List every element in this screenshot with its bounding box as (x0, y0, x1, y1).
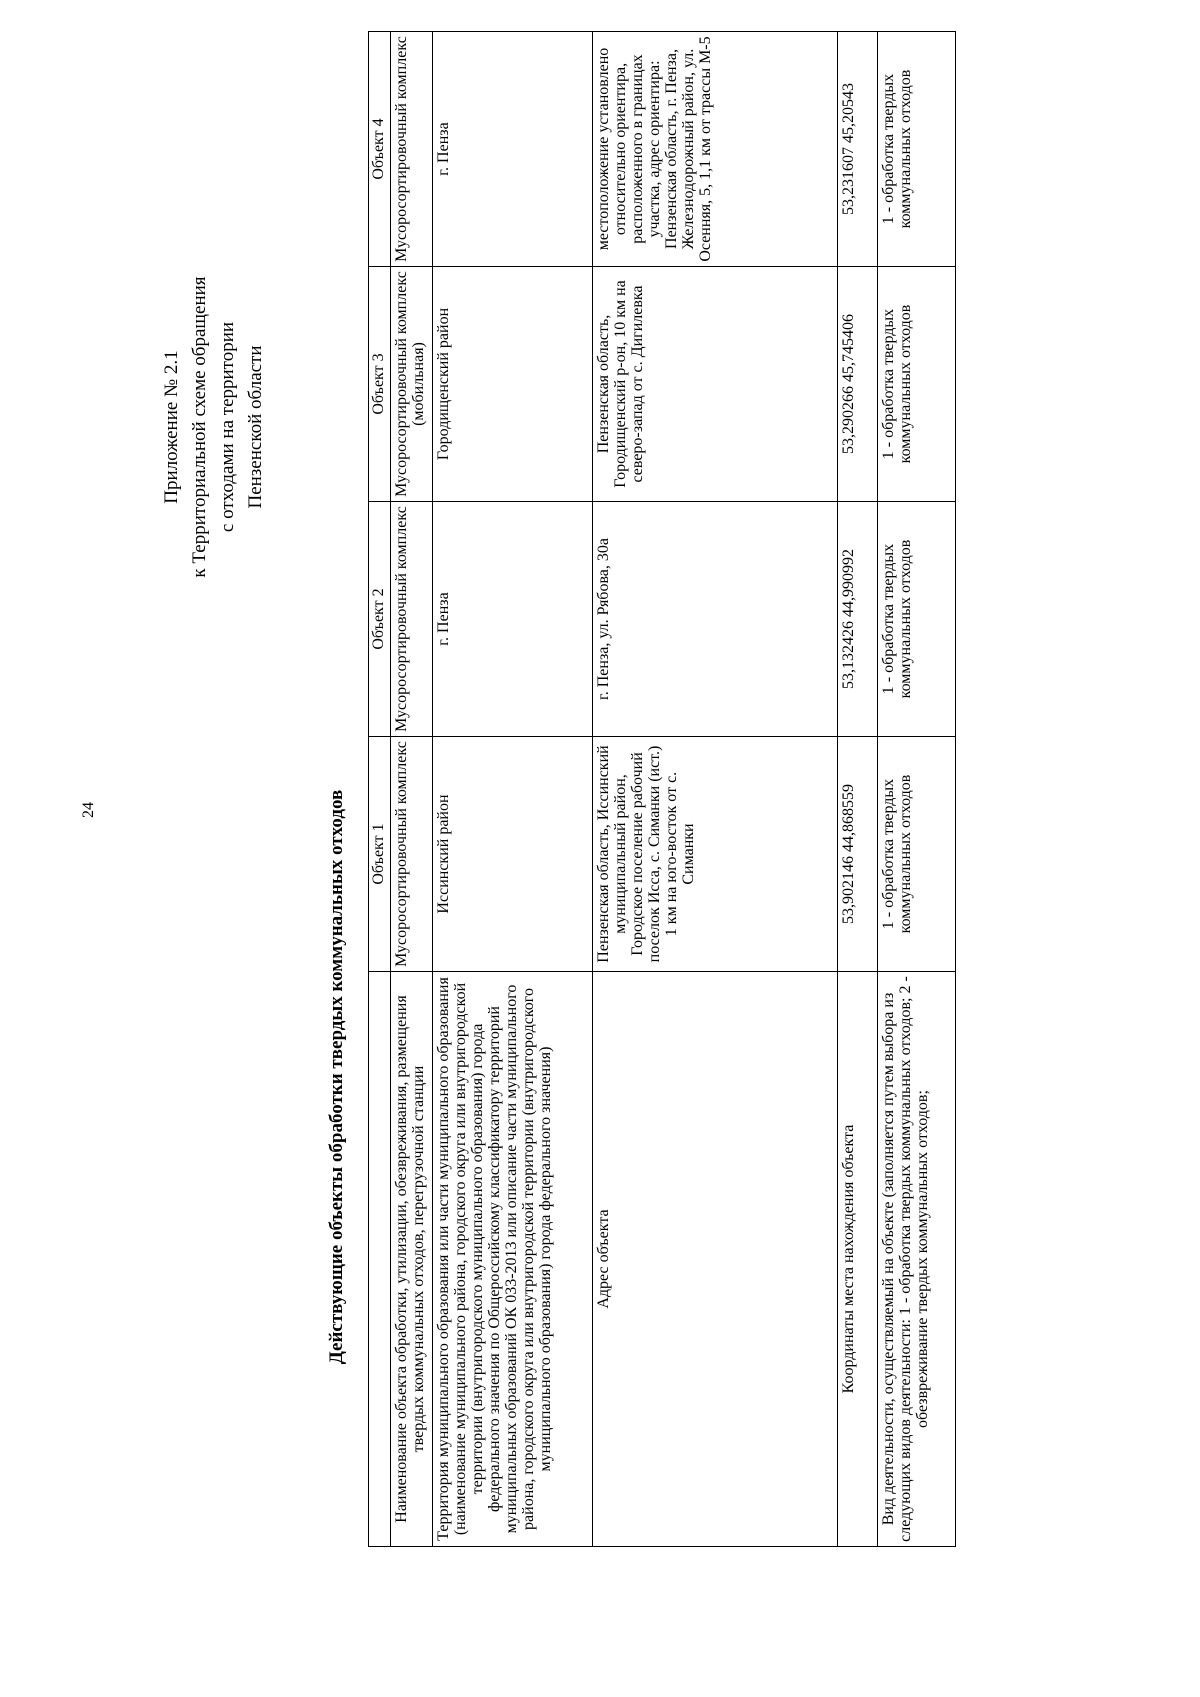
table-cell: Пензенская область, Иссинский муниципальный район, Городское поселение рабочий поселок Исса, с. Симанки (ист.) 1 км на юго-восток от с. Симанки (593, 737, 838, 972)
row-label: Наименование объекта обработки, утилизации, обезвреживания, размещения твердых коммунальных отходов, перегрузочной станции (391, 972, 433, 1547)
table-cell: Пензенская область, Городищенский р-он, 10 км на северо-запад от с. Дигилевка (593, 267, 838, 502)
table-cell: г. Пенза (433, 502, 593, 737)
header-cell: Объект 2 (369, 502, 391, 737)
table-cell: г. Пенза, ул. Рябова, 30а (593, 502, 838, 737)
row-label: Территория муниципального образования или части муниципального образования (наименование муниципального района, городского округа или внутригородской территории (внутригородского муниципального образования) города федерального значения по Общероссийскому классификатору территорий муниципальных образований ОК 033-2013 или описание части муниципального района, городского округа или внутригородской территории (внутригородского муниципального образования) города федерального значения) (433, 972, 593, 1547)
appendix-line: Приложение № 2.1 (161, 350, 182, 504)
appendix-caption (158, 177, 270, 677)
table-cell: Мусоросортировочный комплекс (391, 502, 433, 737)
objects-table (368, 31, 956, 1547)
table-cell: г. Пенза (433, 32, 593, 267)
table-cell: местоположение установлено относительно ориентира, расположенного в границах участка, адрес ориентира: Пензенская область, г. Пенза, Железнодорожный район, ул. Осенняя, 5, 1,1 км от трассы М-5 (593, 32, 838, 267)
appendix-line: с отходами на территории (217, 321, 238, 533)
header-cell: Объект 1 (369, 737, 391, 972)
table-cell: 1 - обработка твердых коммунальных отходов (878, 267, 956, 502)
table-cell: Мусоросортировочный комплекс (391, 32, 433, 267)
table-cell: Мусоросортировочный комплекс (мобильная) (391, 267, 433, 502)
row-label: Адрес объекта (593, 972, 838, 1547)
document-title: Действующие объекты обработки твердых коммунальных отходов (326, 789, 347, 1365)
row-label: Вид деятельности, осуществляемый на объекте (заполняется путем выбора из следующих видов деятельности: 1 - обработка твердых коммунальных отходов; 2 - обезвреживание твердых коммунальных отходов; (878, 972, 956, 1547)
table-row (391, 32, 433, 1547)
table-row (593, 32, 838, 1547)
appendix-line: к Территориальной схеме обращения (189, 276, 210, 578)
page-number: 24 (80, 802, 97, 818)
table-cell: 1 - обработка твердых коммунальных отходов (878, 502, 956, 737)
table-cell: Городищенский район (433, 267, 593, 502)
table-cell: 53,132426 44,990992 (838, 502, 878, 737)
table-row (838, 32, 878, 1547)
header-cell: Объект 3 (369, 267, 391, 502)
table-cell: 1 - обработка твердых коммунальных отходов (878, 32, 956, 267)
row-label: Координаты места нахождения объекта (838, 972, 878, 1547)
table-row (878, 32, 956, 1547)
header-cell: Объект 4 (369, 32, 391, 267)
appendix-line: Пензенской области (245, 345, 266, 509)
table-cell: 1 - обработка твердых коммунальных отходов (878, 737, 956, 972)
table-cell: Иссинский район (433, 737, 593, 972)
table-cell: 53,902146 44,868559 (838, 737, 878, 972)
table-cell: Мусоросортировочный комплекс (391, 737, 433, 972)
table-row (433, 32, 593, 1547)
table-cell: 53,290266 45,745406 (838, 267, 878, 502)
table-header-row (369, 32, 391, 1547)
table-cell: 53,231607 45,20543 (838, 32, 878, 267)
header-cell (369, 972, 391, 1547)
